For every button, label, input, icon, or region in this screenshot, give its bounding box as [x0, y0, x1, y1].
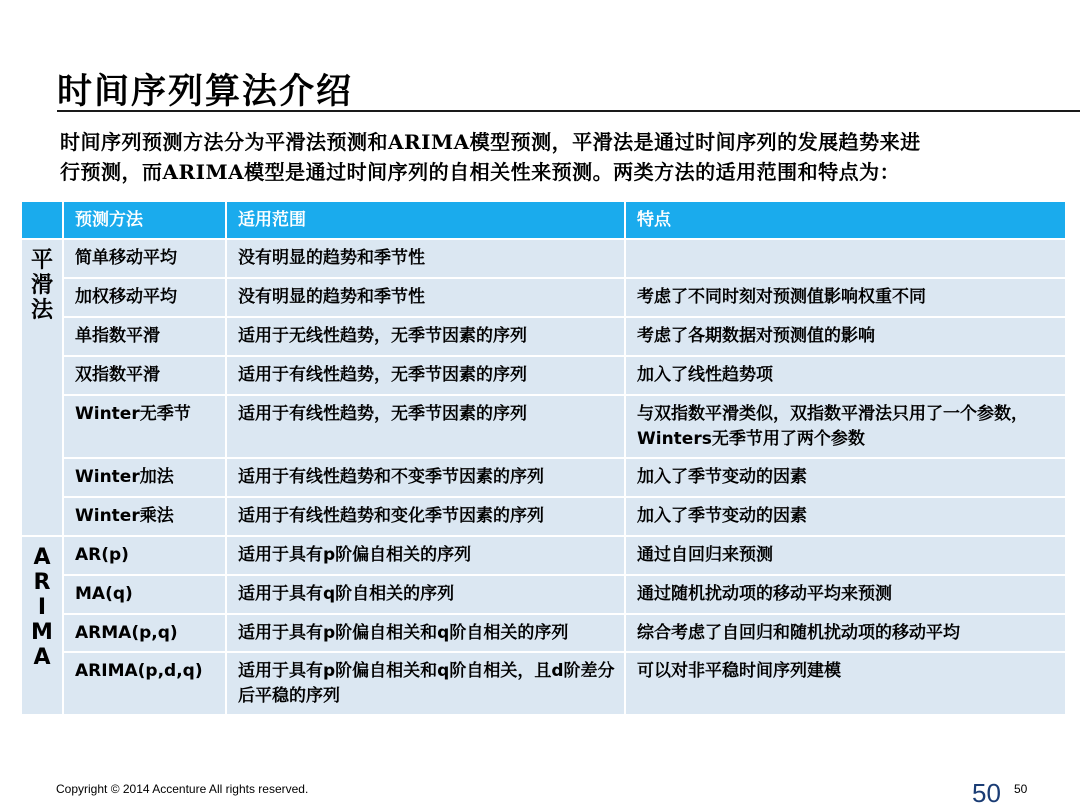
cell-method: MA(q): [63, 575, 226, 614]
intro-line-1: 时间序列预测方法分为平滑法预测和ARIMA模型预测，平滑法是通过时间序列的发展趋势来进: [60, 130, 921, 154]
page-number-small: 50: [1014, 782, 1028, 796]
cell-features: 考虑了不同时刻对预测值影响权重不同: [625, 278, 1066, 317]
cell-method: AR(p): [63, 536, 226, 575]
table-row: [21, 614, 1066, 652]
table-row: [21, 458, 1066, 497]
cell-features: 加入了季节变动的因素: [625, 458, 1066, 497]
table-row: [21, 395, 1066, 458]
page-title: 时间序列算法介绍: [57, 71, 354, 112]
intro-paragraph: [60, 127, 1060, 187]
cell-features: 可以对非平稳时间序列建模: [625, 652, 1066, 715]
cell-features: 通过自回归来预测: [625, 536, 1066, 575]
cell-method: 双指数平滑: [63, 356, 226, 395]
group-label-char: 法: [30, 298, 53, 323]
cell-scope: 适用于具有p阶偏自相关和q阶自相关的序列: [226, 614, 625, 652]
group-label-arima: [21, 536, 63, 715]
cell-features: 加入了线性趋势项: [625, 356, 1066, 395]
table-row: [21, 652, 1066, 715]
group-label-smoothing: [21, 239, 63, 536]
cell-features: 通过随机扰动项的移动平均来预测: [625, 575, 1066, 614]
cell-scope: 适用于有线性趋势和不变季节因素的序列: [226, 458, 625, 497]
cell-scope: 没有明显的趋势和季节性: [226, 239, 625, 278]
cell-features: [625, 239, 1066, 278]
cell-scope: 适用于有线性趋势，无季节因素的序列: [226, 395, 625, 458]
cell-scope: 适用于有线性趋势，无季节因素的序列: [226, 356, 625, 395]
header-features: 特点: [625, 201, 1066, 239]
header-scope: 适用范围: [226, 201, 625, 239]
table-row: [21, 575, 1066, 614]
group-label-char: A: [33, 545, 51, 570]
cell-method: Winter无季节: [63, 395, 226, 458]
cell-features: 考虑了各期数据对预测值的影响: [625, 317, 1066, 356]
title-divider: [57, 110, 1080, 112]
methods-table: [20, 200, 1067, 716]
cell-features: 综合考虑了自回归和随机扰动项的移动平均: [625, 614, 1066, 652]
cell-scope: 适用于具有p阶偏自相关和q阶自相关，且d阶差分后平稳的序列: [226, 652, 625, 715]
intro-line-2: 行预测，而ARIMA模型是通过时间序列的自相关性来预测。两类方法的适用范围和特点为：: [60, 160, 901, 184]
table-row: [21, 356, 1066, 395]
page-number-large: 50: [972, 778, 1001, 808]
cell-method: Winter乘法: [63, 497, 226, 536]
table-row: [21, 536, 1066, 575]
group-label-char: A: [33, 645, 51, 670]
copyright-notice: Copyright © 2014 Accenture All rights reserved.: [56, 782, 309, 796]
cell-scope: 适用于无线性趋势，无季节因素的序列: [226, 317, 625, 356]
table-row: [21, 239, 1066, 278]
cell-scope: 没有明显的趋势和季节性: [226, 278, 625, 317]
cell-method: 简单移动平均: [63, 239, 226, 278]
group-label-char: M: [31, 620, 53, 645]
cell-features: 与双指数平滑类似，双指数平滑法只用了一个参数，Winters无季节用了两个参数: [625, 395, 1066, 458]
group-label-char: I: [37, 595, 47, 620]
table-row: [21, 317, 1066, 356]
cell-scope: 适用于有线性趋势和变化季节因素的序列: [226, 497, 625, 536]
cell-method: 单指数平滑: [63, 317, 226, 356]
cell-method: ARMA(p,q): [63, 614, 226, 652]
cell-features: 加入了季节变动的因素: [625, 497, 1066, 536]
table-row: [21, 497, 1066, 536]
header-method: 预测方法: [63, 201, 226, 239]
group-label-char: 平: [30, 248, 53, 273]
cell-method: Winter加法: [63, 458, 226, 497]
table-row: [21, 278, 1066, 317]
cell-scope: 适用于具有q阶自相关的序列: [226, 575, 625, 614]
header-corner-cell: [21, 201, 63, 239]
cell-method: ARIMA(p,d,q): [63, 652, 226, 715]
group-label-char: R: [33, 570, 51, 595]
cell-scope: 适用于具有p阶偏自相关的序列: [226, 536, 625, 575]
cell-method: 加权移动平均: [63, 278, 226, 317]
group-label-char: 滑: [30, 273, 53, 298]
table-header-row: [21, 201, 1066, 239]
